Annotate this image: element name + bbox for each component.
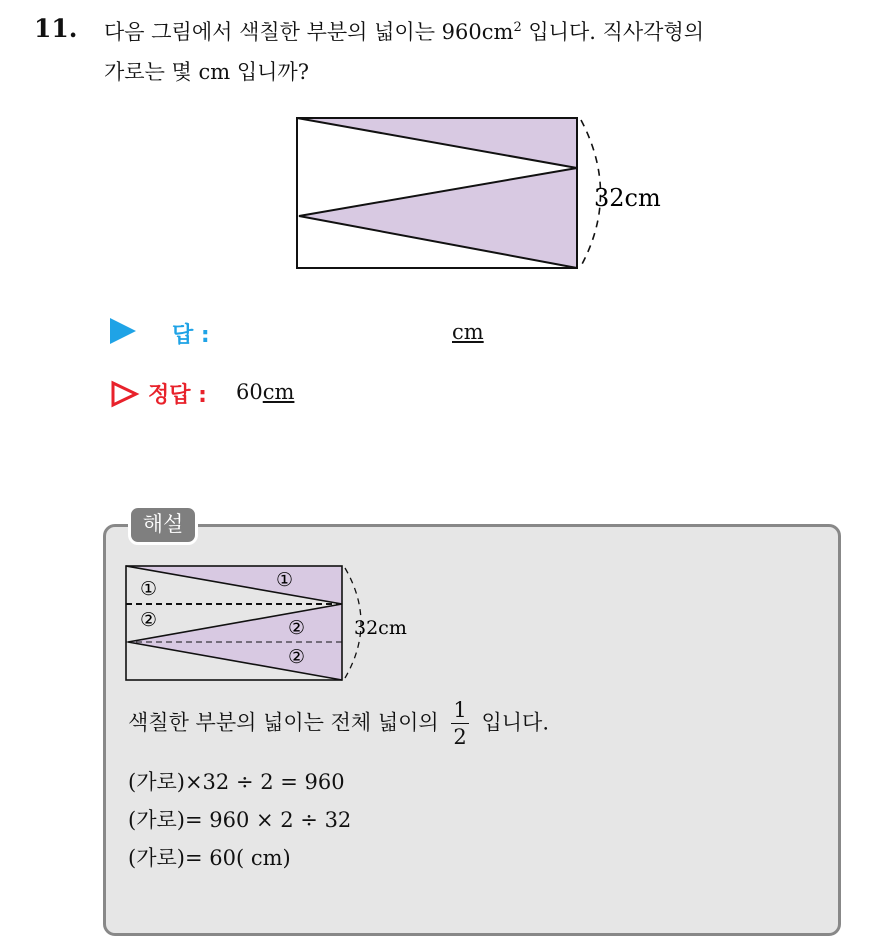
marker-1-left: ① — [140, 578, 158, 600]
shaded-triangle-bottom — [299, 168, 577, 268]
marker-1-right: ① — [276, 569, 294, 591]
red-arrow-outline-icon — [110, 380, 140, 408]
solution-sentence — [128, 700, 549, 748]
marker-2-bottom: ② — [288, 646, 306, 668]
rectangle-figure — [290, 108, 680, 278]
answer-label: 답 : — [172, 323, 210, 348]
correct-answer-number: 60 — [236, 380, 263, 404]
solution-side-length-label: 32cm — [354, 617, 407, 639]
question-unit-exponent: 2 — [513, 20, 522, 35]
question-text-line1 — [104, 16, 704, 46]
answer-unit: cm — [452, 320, 484, 344]
solution-sentence-part2: 입니다. — [481, 710, 550, 735]
solution-figure — [122, 562, 422, 686]
solution-sentence-part1: 색칠한 부분의 넓이는 전체 넓이의 — [128, 710, 439, 735]
correct-answer-value — [236, 380, 294, 404]
fraction-denominator: 2 — [453, 725, 467, 749]
question-text-part2: 입니다. 직사각형의 — [521, 20, 705, 44]
side-length-label: 32cm — [594, 184, 661, 212]
fraction-one-half — [451, 700, 468, 748]
question-text-line2: 가로는 몇 cm 입니까? — [104, 60, 309, 84]
solution-tab: 해설 — [128, 505, 198, 545]
question-text-part1: 다음 그림에서 색칠한 부분의 넓이는 960 — [104, 20, 482, 44]
correct-answer-unit: cm — [262, 380, 295, 404]
solution-equation-2: (가로)= 960 × 2 ÷ 32 — [128, 808, 352, 832]
question-number: 11. — [34, 14, 78, 43]
fraction-numerator: 1 — [453, 698, 467, 722]
question-unit: cm — [481, 20, 514, 44]
solution-equation-1: (가로)×32 ÷ 2 = 960 — [128, 770, 345, 794]
solution-equation-3: (가로)= 60( cm) — [128, 846, 291, 870]
marker-2-middle: ② — [288, 617, 306, 639]
blue-arrow-icon — [110, 318, 136, 344]
correct-answer-label: 정답 : — [148, 383, 207, 408]
marker-2-left: ② — [140, 609, 158, 631]
